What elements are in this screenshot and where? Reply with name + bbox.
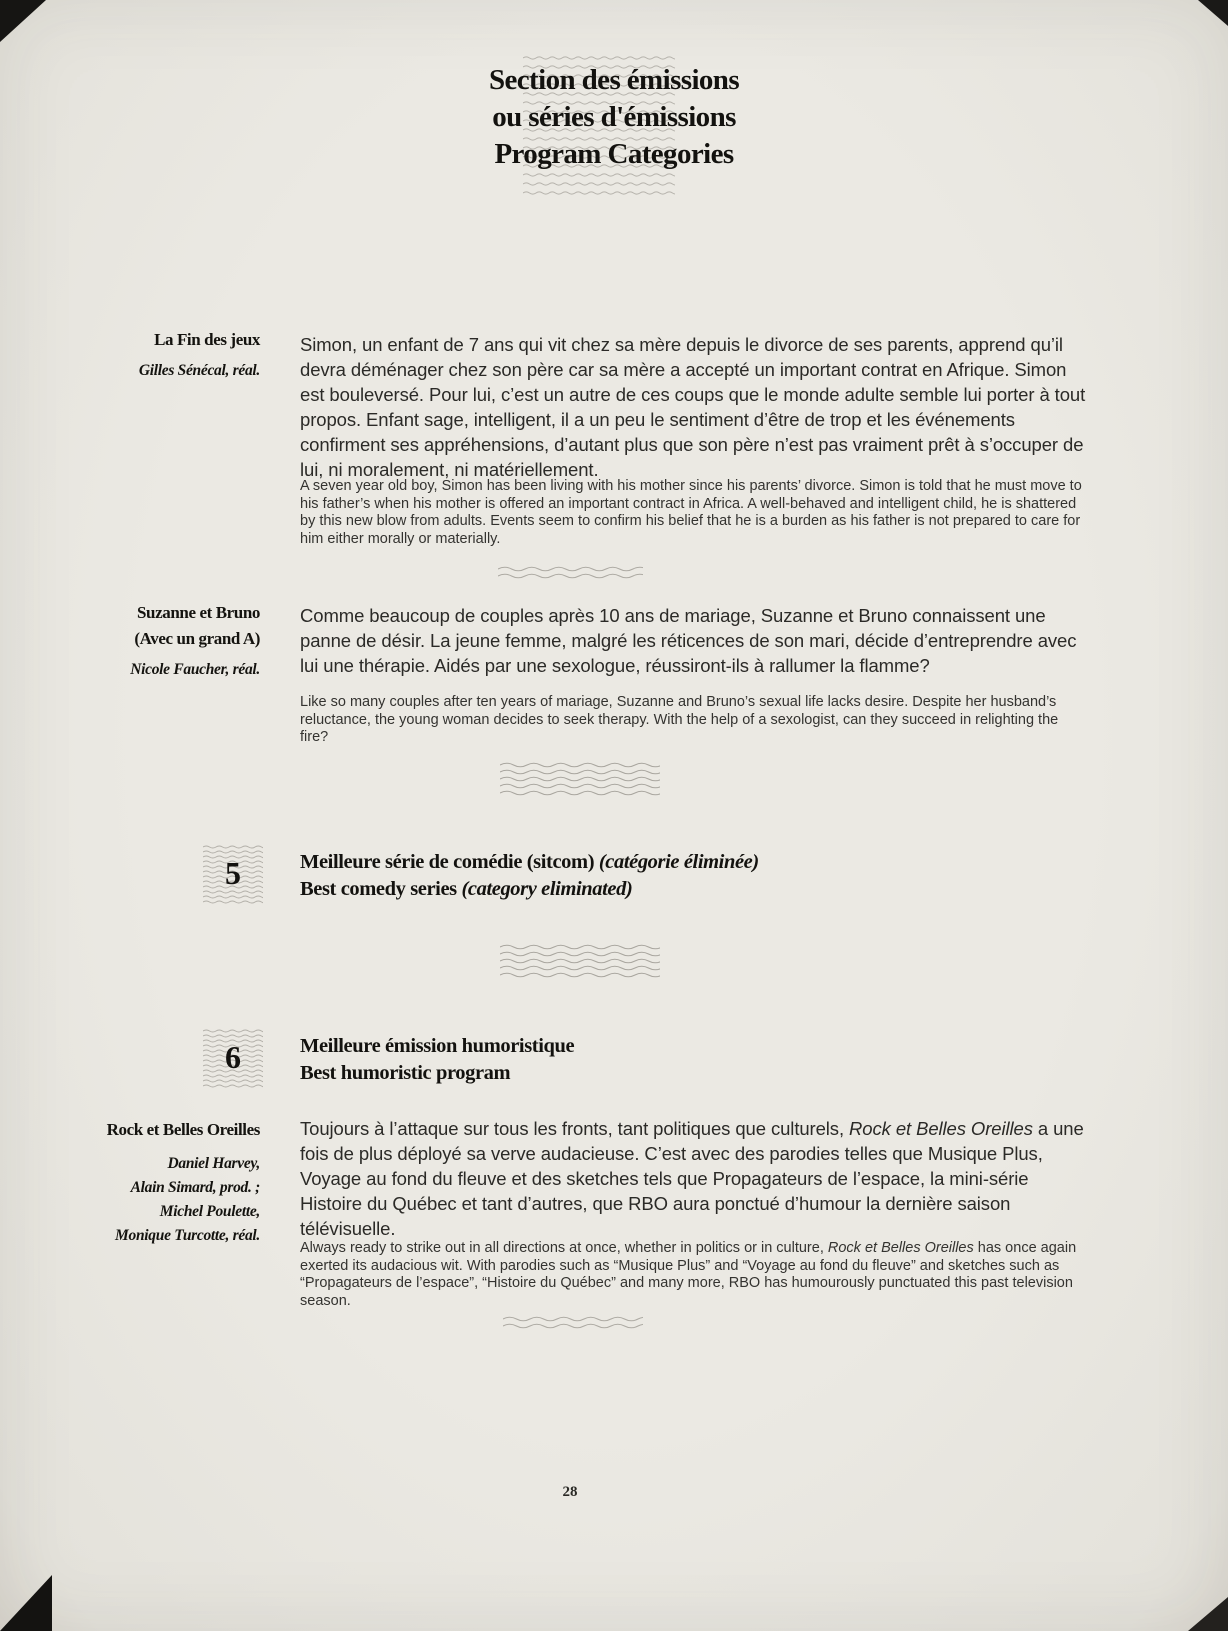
page-title — [0, 62, 1228, 173]
program-credit: Nicole Faucher, réal. — [130, 661, 260, 678]
category-heading-en-text: Best comedy series — [300, 878, 462, 900]
scan-corner-top-left — [0, 0, 46, 42]
category-heading-en: Best humoristic program — [300, 1062, 511, 1084]
category-5-heading — [300, 849, 759, 903]
scan-corner-top-right — [1198, 0, 1228, 26]
synopsis-en-suzanne-et-bruno: Like so many couples after ten years of mariage, Suzanne and Bruno’s sexual life lacks desire. Despite her husband’s reluctance, the young woman decides to seek therapy. With the help of a sexologist, can they succeed in relighting the fire? — [300, 694, 1059, 745]
wave-divider — [500, 762, 660, 798]
category-number: 6 — [225, 1039, 241, 1076]
program-title: (Avec un grand A) — [134, 629, 260, 648]
program-credit: Daniel Harvey, — [167, 1155, 260, 1172]
category-heading-fr-note: (catégorie éliminée) — [598, 851, 759, 873]
program-credit: Michel Poulette, — [159, 1203, 260, 1220]
synopsis-fr-text: Toujours à l’attaque sur tous les fronts, tant politiques que culturels, — [300, 1118, 850, 1139]
wave-divider — [498, 566, 643, 579]
entry-label-suzanne-et-bruno — [130, 600, 260, 682]
program-credit: Monique Turcotte, réal. — [115, 1227, 260, 1244]
category-heading-fr: Meilleure émission humoristique — [300, 1035, 575, 1057]
page-header — [0, 62, 1228, 173]
category-heading-en — [300, 876, 759, 903]
page-title-line: ou séries d'émissions — [492, 101, 736, 133]
page-title-line: Program Categories — [494, 138, 734, 170]
synopsis-en-text: Always ready to strike out in all directions at once, whether in politics or in culture, — [300, 1240, 828, 1256]
wave-divider — [500, 944, 660, 980]
scan-corner-bottom-left — [0, 1575, 52, 1631]
category-6-heading — [300, 1033, 574, 1087]
synopsis-en-show-title: Rock et Belles Oreilles — [827, 1240, 974, 1256]
synopsis-en-text: has once again exerted its audacious wit. With parodies such as “Musique Plus” and “Voyage au fond du fleuve” and sketches such as “Propagateurs de l’espace”, “Histoire du Québec” and many more, RBO has humourously punctuated this past television season. — [300, 1240, 1077, 1309]
entry-label-rock-et-belles-oreilles — [107, 1117, 260, 1248]
page-number: 28 — [562, 1484, 578, 1500]
program-title: Rock et Belles Oreilles — [106, 1120, 260, 1139]
synopsis-en-la-fin-des-jeux: A seven year old boy, Simon has been living with his mother since his parents’ divorce. Simon is told that he must move to his father’s when his mother is offered an important contract in Africa. A well-behaved and intelligent child, he is shattered by this new blow from adults. Events seem to confirm his belief that he is a burden as his father is not prepared to care for him either morally or materially. — [300, 478, 1082, 547]
category-badge-6 — [203, 1028, 263, 1090]
wave-divider — [503, 1316, 643, 1329]
synopsis-fr-la-fin-des-jeux: Simon, un enfant de 7 ans qui vit chez sa mère depuis le divorce de ses parents, apprend qu’il devra déménager chez son père car sa mère a accepté un important contrat en Afrique. Simon est bouleversé. Pour lui, c’est un autre de ces coups que le monde adulte semble lui porter à tout propos. Enfant sage, intelligent, il a un peu le sentiment d’être de trop et les événements confirment ses appréhensions, d’autant plus que son père n’est pas vraiment prêt à s’occuper de lui, ni moralement, ni matériellement. — [300, 334, 1086, 480]
entry-label-la-fin-des-jeux — [139, 327, 260, 383]
synopsis-fr-rock-et-belles-oreilles — [300, 1116, 1088, 1241]
category-heading-fr-text: Meilleure série de comédie (sitcom) — [300, 851, 599, 873]
synopsis-fr-suzanne-et-bruno: Comme beaucoup de couples après 10 ans de mariage, Suzanne et Bruno connaissent une panne de désir. La jeune femme, malgré les réticences de son mari, décide d’entreprendre avec lui une thérapie. Aidés par une sexologue, réussiront-ils à rallumer la flamme? — [300, 605, 1077, 676]
synopsis-fr-text: a une fois de plus déployé sa verve audacieuse. C’est avec des parodies telles que Musique Plus, Voyage au fond du fleuve et des sketches tels que Propagateurs de l’espace, la mini-série Histoire du Québec et tant d’autres, que RBO aura ponctué d’humour la dernière saison télévisuelle. — [300, 1118, 1084, 1239]
category-badge-5 — [203, 844, 263, 906]
page-title-line: Section des émissions — [488, 64, 740, 96]
synopsis-fr-show-title: Rock et Belles Oreilles — [849, 1118, 1033, 1139]
program-credit: Gilles Sénécal, réal. — [138, 362, 260, 379]
program-credit: Alain Simard, prod. ; — [130, 1179, 260, 1196]
scan-corner-bottom-right — [1188, 1597, 1228, 1631]
synopsis-en-rock-et-belles-oreilles — [300, 1240, 1084, 1310]
category-heading-fr — [300, 849, 759, 876]
program-title: La Fin des jeux — [154, 330, 260, 349]
program-title: Suzanne et Bruno — [136, 603, 260, 622]
category-heading-en-note: (category eliminated) — [461, 878, 633, 900]
category-number: 5 — [225, 855, 241, 892]
